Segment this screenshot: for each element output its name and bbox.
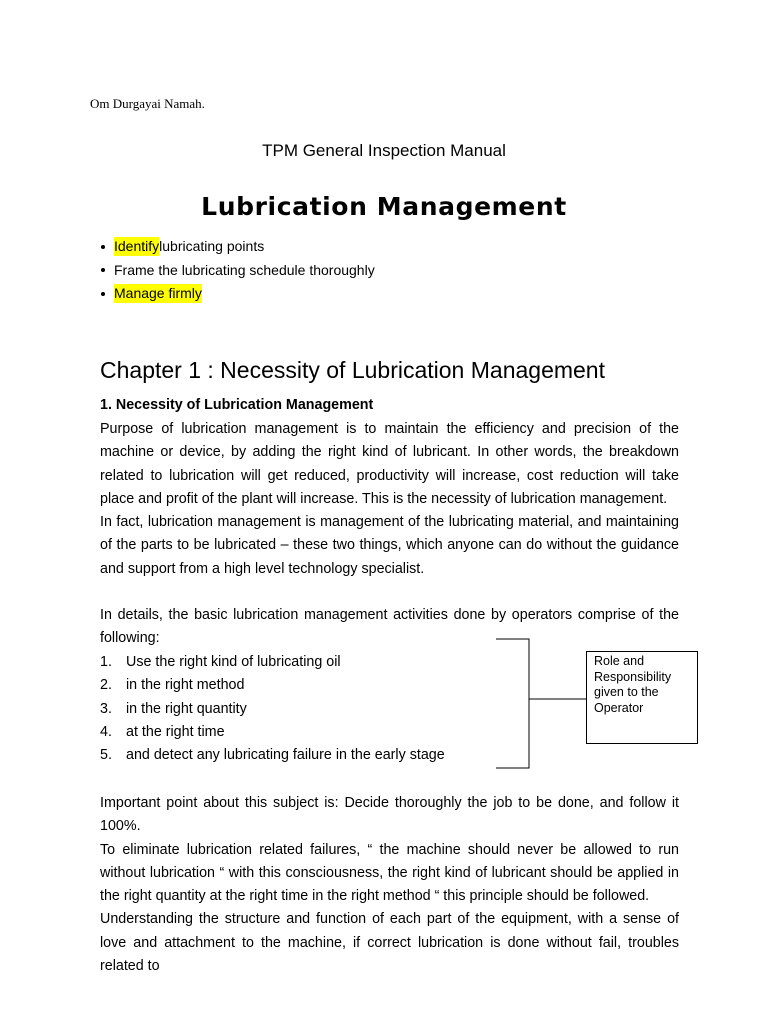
list-text: in the right quantity [126, 700, 247, 717]
page-title: Lubrication Management [201, 192, 567, 221]
list-number: 4. [100, 723, 112, 740]
list-item [100, 721, 445, 744]
list-number: 2. [100, 677, 112, 694]
bullet-item [100, 259, 375, 283]
bullet-highlight: Manage firmly [114, 285, 202, 302]
list-text: and detect any lubricating failure in the early stage [126, 747, 445, 764]
bullet-list [100, 235, 375, 306]
bullet-highlight: Identify [114, 238, 160, 255]
bullet-text: Frame the lubricating schedule thoroughly [114, 261, 375, 278]
numbered-list [100, 651, 445, 767]
list-number: 1. [100, 654, 112, 670]
paragraph: Purpose of lubrication management is to maintain the efficiency and precision of the machine or device, by adding the right kind of lubricant. In other words, the breakdown related to lubrication will get reduced, productivity will increase, cost reduction will take place and profit of the plant will increase. This is the necessity of lubrication management. [100, 421, 679, 507]
list-number: 3. [100, 700, 112, 717]
list-text: at the right time [126, 723, 225, 740]
paragraph: Understanding the structure and function of each part of the equipment, with a sense of love and attachment to the machine, if correct lubrication is done without fail, troubles related to [100, 911, 679, 975]
bracket-connector [490, 632, 590, 772]
list-text: Use the right kind of lubricating oil [126, 654, 341, 670]
list-item [100, 651, 445, 674]
paragraph-block-1 [100, 418, 679, 581]
chapter-title: Chapter 1 : Necessity of Lubrication Management [100, 357, 605, 383]
bullet-dot-icon [101, 245, 105, 249]
paragraph: In details, the basic lubrication management activities done by operators comprise of the following: [100, 607, 679, 647]
bullet-item [100, 235, 375, 259]
role-responsibility-box: Role and Responsibility given to the Operator [586, 651, 698, 744]
list-item [100, 698, 445, 721]
bullet-text: lubricating points [159, 238, 265, 255]
manual-title: TPM General Inspection Manual [262, 141, 506, 160]
paragraph: Important point about this subject is: Decide thoroughly the job to be done, and follow it 100%. [100, 795, 679, 835]
paragraph-block-2 [100, 604, 679, 651]
section-title: 1. Necessity of Lubrication Management [100, 397, 374, 413]
list-text: in the right method [126, 677, 245, 694]
paragraph-block-3 [100, 792, 679, 978]
bullet-item [100, 282, 375, 306]
top-note: Om Durgayai Namah. [90, 96, 205, 111]
bullet-dot-icon [101, 268, 105, 272]
list-number: 5. [100, 747, 112, 764]
paragraph: In fact, lubrication management is management of the lubricating material, and maintaining of the parts to be lubricated – these two things, which anyone can do without the guidance and support from a high level technology specialist. [100, 514, 679, 577]
paragraph: To eliminate lubrication related failures, “ the machine should never be allowed to run without lubrication “ with this consciousness, the right kind of lubricant should be applied in the right quantity at the right time in the right method “ this principle should be followed. [100, 841, 679, 905]
bullet-dot-icon [101, 292, 105, 296]
list-item [100, 674, 445, 697]
list-item [100, 744, 445, 767]
